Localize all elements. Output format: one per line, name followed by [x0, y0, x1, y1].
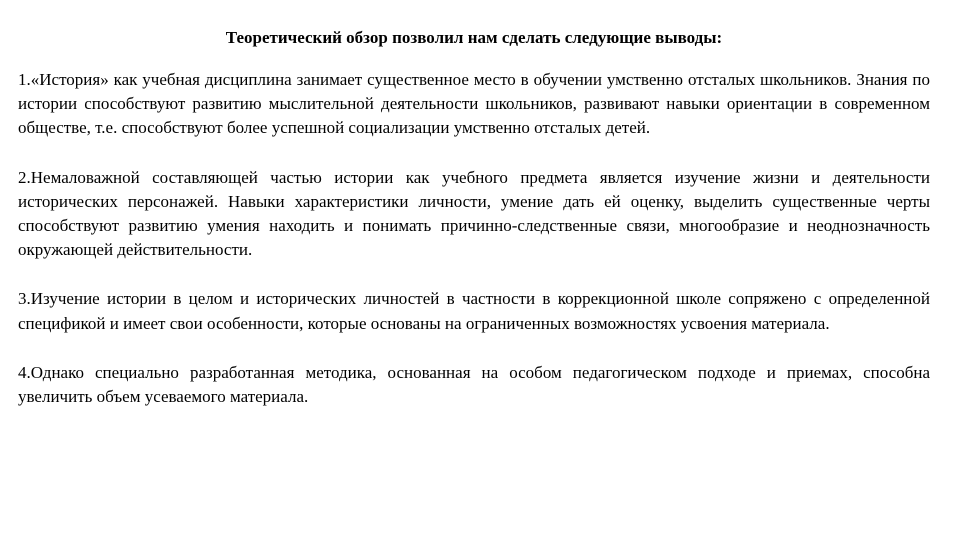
conclusion-paragraph-2: 2.Немаловажной составляющей частью истории как учебного предмета является изучение жизни и деятельности исторических персонажей. Навыки характеристики личности, умение дать ей оценку, выделить существенные черты способствуют развитию умения находить и понимать причинно-следственные связи, многообразие и неоднозначность окружающей действительности.: [18, 167, 930, 260]
document-heading: Теоретический обзор позволил нам сделать следующие выводы:: [225, 28, 723, 47]
document-page: [18, 26, 930, 434]
conclusion-paragraph-3: 3.Изучение истории в целом и исторических личностей в частности в коррекционной школе сопряжено с определенной спецификой и имеет свои особенности, которые основаны на ограниченных возможностях усвоения материала.: [18, 289, 930, 333]
conclusion-paragraph-1: 1.«История» как учебная дисциплина занимает существенное место в обучении умственно отсталых школьников. Знания по истории способствуют развитию мыслительной деятельности школьников, развивают навыки ориентации в современном обществе, т.е. способствуют более успешной социализации умственно отсталых детей.: [18, 70, 930, 138]
conclusion-paragraph-4: 4.Однако специально разработанная методика, основанная на особом педагогическом подходе и приемах, способна увеличить объем усеваемого материала.: [18, 362, 930, 407]
